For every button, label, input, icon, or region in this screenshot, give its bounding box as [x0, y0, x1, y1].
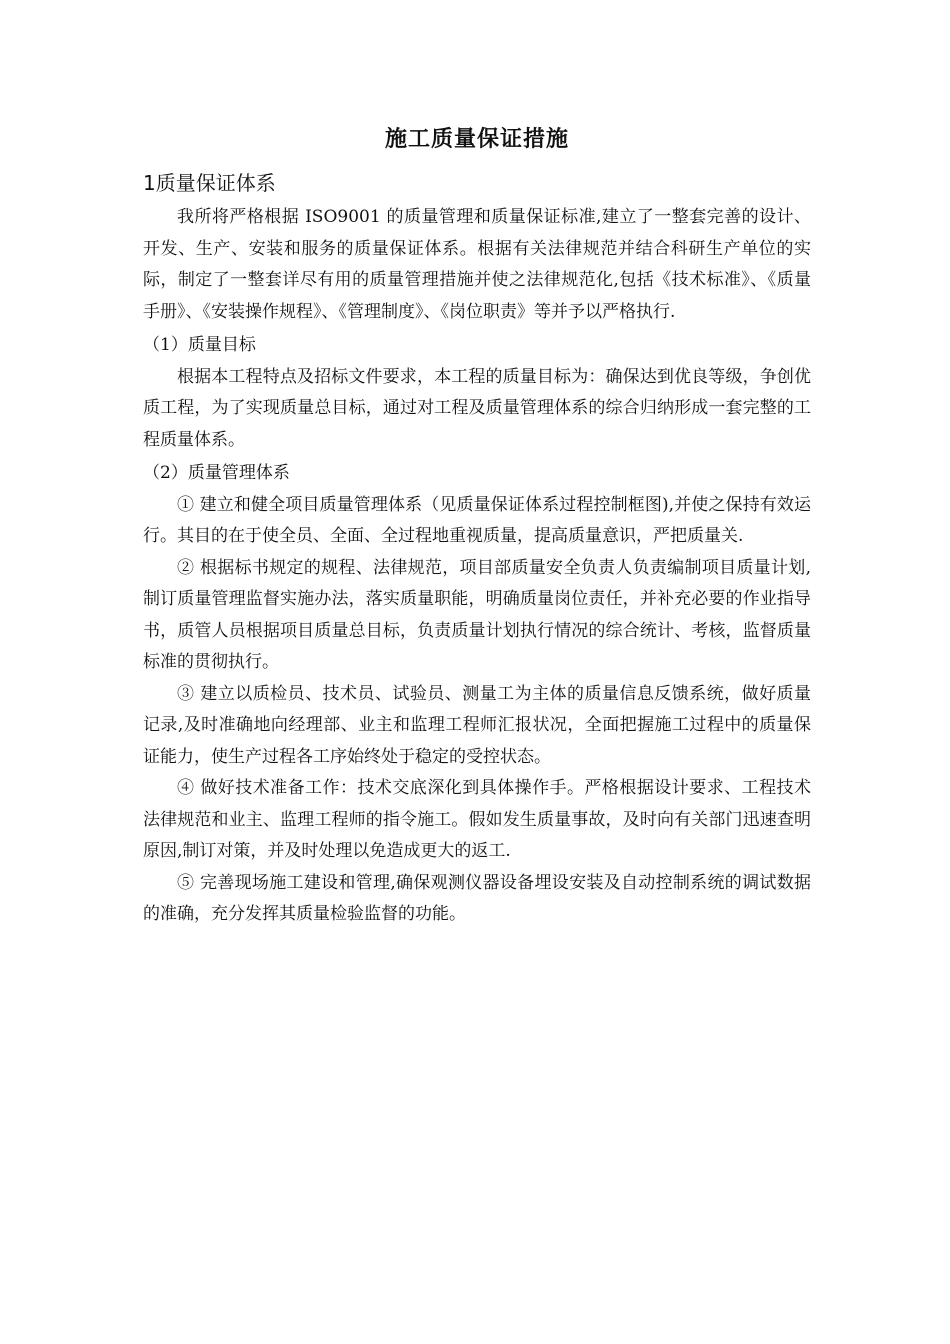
document-page — [143, 120, 811, 931]
list-item-4: ④ 做好技术准备工作：技术交底深化到具体操作手。严格根据设计要求、工程技术法律规范和业主、监理工程师的指令施工。假如发生质量事故，及时向有关部门迅速查明原因,制订对策，并及时处理以免造成更大的返工. — [143, 778, 811, 861]
subsection-1-heading: （1）质量目标 — [143, 335, 256, 355]
list-item-5: ⑤ 完善现场施工建设和管理,确保观测仪器设备埋设安装及自动控制系统的调试数据的准确，充分发挥其质量检验监督的功能。 — [143, 872, 811, 924]
subsection-1-text: 根据本工程特点及招标文件要求，本工程的质量目标为：确保达到优良等级，争创优质工程，为了实现质量总目标，通过对工程及质量管理体系的综合归纳形成一套完整的工程质量体系。 — [143, 366, 811, 450]
section-heading: 1质量保证体系 — [143, 171, 276, 195]
list-item-3: ③ 建立以质检员、技术员、试验员、测量工为主体的质量信息反馈系统，做好质量记录,及时准确地向经理部、业主和监理工程师汇报状况，全面把握施工过程中的质量保证能力，使生产过程各工序始终处于稳定的受控状态。 — [143, 683, 811, 767]
intro-paragraph: 我所将严格根据 ISO9001 的质量管理和质量保证标准,建立了一整套完善的设计、开发、生产、安装和服务的质量保证体系。根据有关法律规范并结合科研生产单位的实际，制定了一整套详尽有用的质量管理措施并使之法律规范化,包括《技术标准》、《质量手册》、《安装操作规程》、《管理制度》、《岗位职责》等并予以严格执行. — [143, 207, 811, 322]
list-item-2: ② 根据标书规定的规程、法律规范，项目部质量安全负责人负责编制项目质量计划,制订质量管理监督实施办法，落实质量职能，明确质量岗位责任，并补充必要的作业指导书，质管人员根据项目质量总目标，负责质量计划执行情况的综合统计、考核，监督质量标准的贯彻执行。 — [143, 557, 811, 672]
document-title: 施工质量保证措施 — [384, 127, 569, 152]
subsection-2-heading: （2）质量管理体系 — [143, 463, 290, 483]
list-item-1: ① 建立和健全项目质量管理体系（见质量保证体系过程控制框图),并使之保持有效运行。其目的在于使全员、全面、全过程地重视质量，提高质量意识，严把质量关. — [143, 494, 811, 546]
